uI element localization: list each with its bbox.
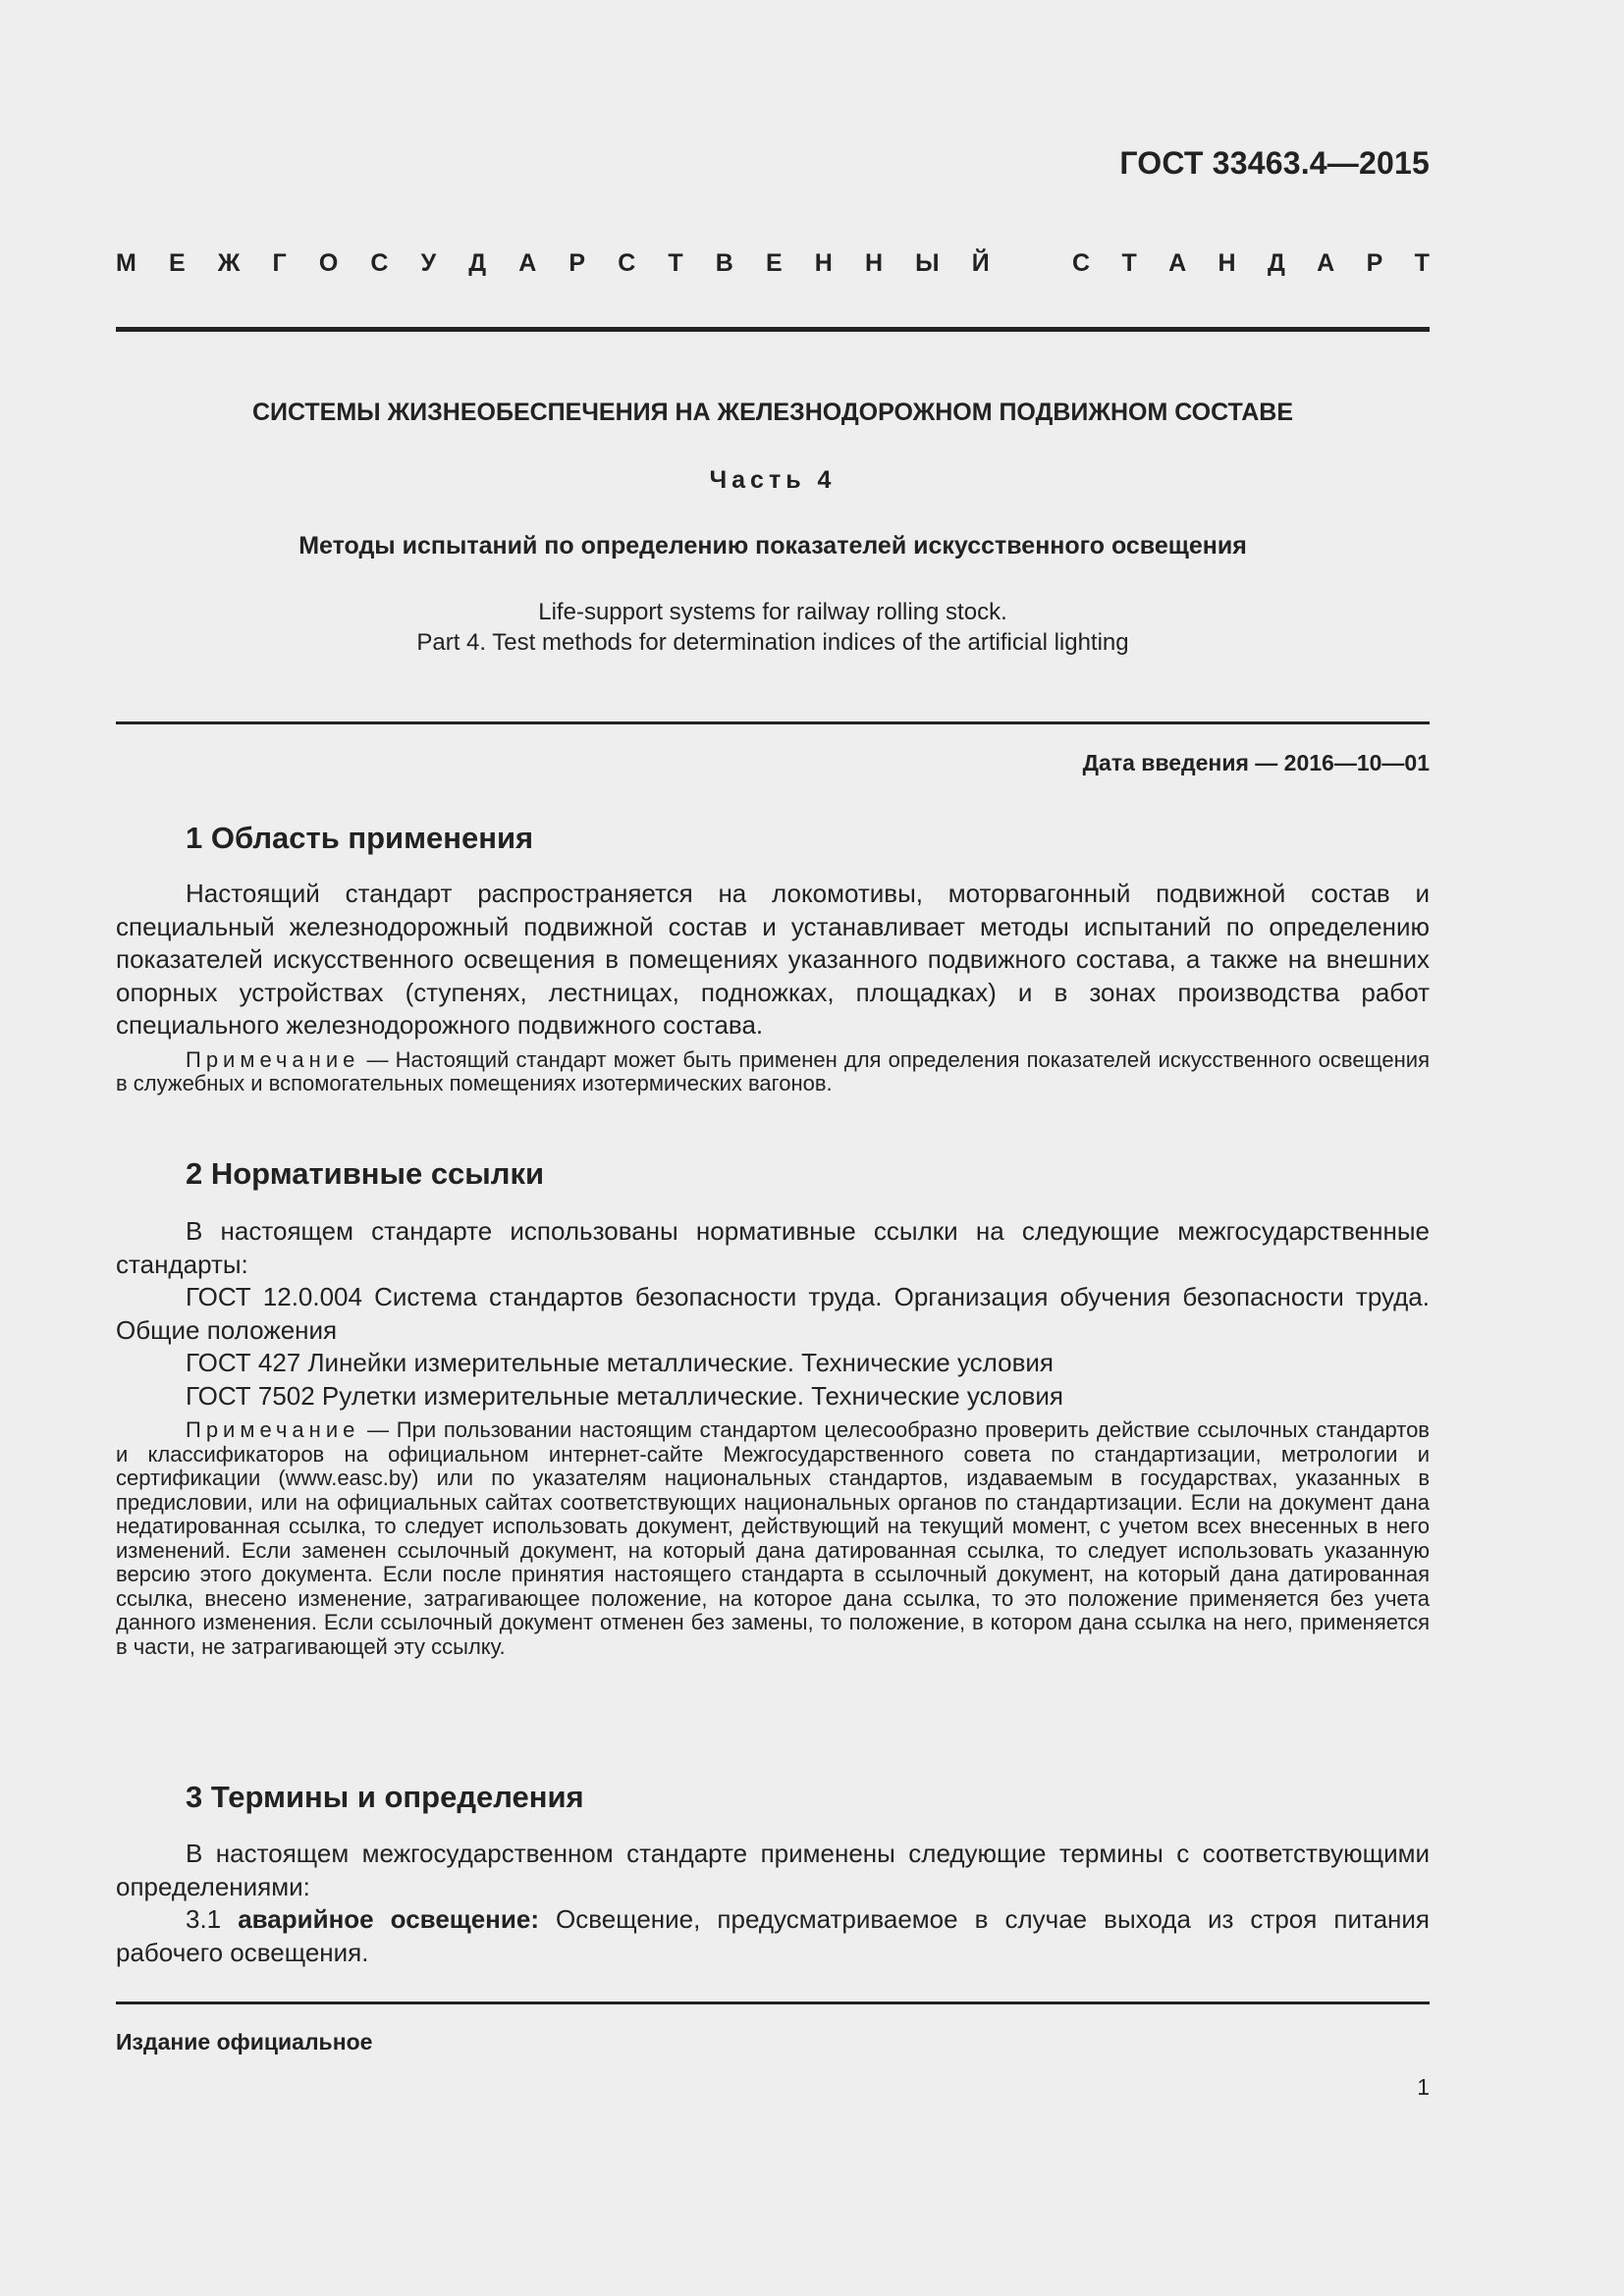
title-rule xyxy=(116,721,1430,724)
reference-item: ГОСТ 427 Линейки измерительные металлические. Технические условия xyxy=(186,1348,1054,1377)
section-1-paragraph: Настоящий стандарт распространяется на локомотивы, моторвагонный подвижной состав и специальный железнодорожный подвижной состав и устанавливает методы испытаний по определению показателей искусственного освещения в помещениях указанного подвижного состава, а также на внешних опорных устройствах (ступенях, лестницах, подножках, площадках) и в зонах производства работ специального железнодорожного подвижного состава. xyxy=(116,879,1430,1040)
letter: У xyxy=(420,249,437,277)
letter: Т xyxy=(1121,249,1137,277)
letter: Р xyxy=(1366,249,1383,277)
reference-item: ГОСТ 7502 Рулетки измерительные металлические. Технические условия xyxy=(186,1380,1063,1411)
section-1-note xyxy=(116,1048,1430,1096)
reference-item: ГОСТ 12.0.004 Система стандартов безопасности труда. Организация обучения безопасности труда. Общие положения xyxy=(116,1282,1430,1345)
letter: Р xyxy=(568,249,586,277)
letter: Е xyxy=(765,249,783,277)
section-2-note xyxy=(116,1418,1430,1659)
english-title-line2: Part 4. Test methods for determination indices of the artificial lighting xyxy=(416,629,1129,656)
letter: Й xyxy=(971,249,990,277)
letter: С xyxy=(1072,249,1091,277)
page-number: 1 xyxy=(1417,2074,1430,2100)
letter: Ж xyxy=(217,249,241,277)
letter: Н xyxy=(814,249,833,277)
letter: Д xyxy=(468,249,487,277)
term-definition xyxy=(116,1903,1430,1969)
header-rule xyxy=(116,327,1430,332)
note-text: — Настоящий стандарт может быть применен для определения показателей искусственного освещения в служебных и вспомогательных помещениях изотермических вагонов. xyxy=(116,1046,1430,1095)
letter: В xyxy=(715,249,733,277)
letter: А xyxy=(518,249,537,277)
letter: С xyxy=(370,249,389,277)
letter: Г xyxy=(272,249,287,277)
section-1-heading: 1 Область применения xyxy=(186,821,534,855)
edition-label: Издание официальное xyxy=(116,2029,373,2055)
letter: А xyxy=(1317,249,1335,277)
letter: Т xyxy=(1414,249,1430,277)
note-label: Примечание xyxy=(186,1417,360,1442)
letter: О xyxy=(318,249,339,277)
letter: Ы xyxy=(915,249,940,277)
section-3-intro: В настоящем межгосударственном стандарте применены следующие термины с соответствующими определениями: xyxy=(116,1839,1430,1901)
letter: А xyxy=(1168,249,1187,277)
document-title: СИСТЕМЫ ЖИЗНЕОБЕСПЕЧЕНИЯ НА ЖЕЛЕЗНОДОРОЖНОМ ПОДВИЖНОМ СОСТАВЕ xyxy=(251,399,1294,426)
letter: Д xyxy=(1267,249,1285,277)
letter: Н xyxy=(1218,249,1236,277)
section-2-body xyxy=(116,1215,1430,1659)
letter: М xyxy=(116,249,136,277)
term: аварийное освещение: xyxy=(238,1904,539,1934)
note-label: Примечание xyxy=(186,1046,360,1072)
standard-kind xyxy=(116,249,1430,278)
section-3-heading: 3 Термины и определения xyxy=(186,1780,584,1814)
document-subtitle: Методы испытаний по определению показателей искусственного освещения xyxy=(298,532,1247,560)
english-title-line1: Life-support systems for railway rolling stock. xyxy=(538,599,1007,625)
letter: Е xyxy=(168,249,186,277)
definition: Освещение, предусматриваемое в случае выхода из строя питания рабочего освещения. xyxy=(116,1904,1431,1967)
intro-date: Дата введения — 2016—10—01 xyxy=(1082,750,1430,775)
note-text: — При пользовании настоящим стандартом целесообразно проверить действие ссылочных стандартов и классификаторов на официальном интернет-сайте Межгосударственного совета по стандартизации, метрологии и сертификации (www.easc.by) или по указателям национальных стандартов, издаваемым в государствах, указанных в предисловии, или на официальных сайтах соответствующих национальных органов по стандартизации. Если на документ дана недатированная ссылка, то следует использовать документ, действующий на текущий момент, с учетом всех внесенных в него изменений. Если заменен ссылочный документ, на который дана датированная ссылка, то следует использовать указанную версию этого документа. Если после принятия настоящего стандарта в ссылочный документ, на который дана датированная ссылка, внесено изменение, затрагивающее положение, на которое дана ссылка, то это положение применяется без учета данного изменения. Если ссылочный документ отменен без замены, то положение, в котором дана ссылка на него, применяется в части, не затрагивающей эту ссылку. xyxy=(116,1417,1430,1659)
letter: Н xyxy=(864,249,884,277)
standard-kind-word2 xyxy=(1072,249,1430,278)
letter: Т xyxy=(668,249,683,277)
letter: С xyxy=(618,249,636,277)
english-title xyxy=(116,597,1430,658)
section-3-body xyxy=(116,1838,1430,1969)
footer-rule xyxy=(116,2002,1430,2004)
section-2-intro: В настоящем стандарте использованы нормативные ссылки на следующие межгосударственные стандарты: xyxy=(116,1216,1430,1279)
part-label: Часть 4 xyxy=(709,466,837,494)
section-2-heading: 2 Нормативные ссылки xyxy=(186,1156,545,1191)
standard-kind-word1 xyxy=(116,249,990,278)
term-number: 3.1 xyxy=(186,1904,239,1934)
gost-number: ГОСТ 33463.4—2015 xyxy=(1119,145,1430,181)
section-1-body xyxy=(116,878,1430,1096)
